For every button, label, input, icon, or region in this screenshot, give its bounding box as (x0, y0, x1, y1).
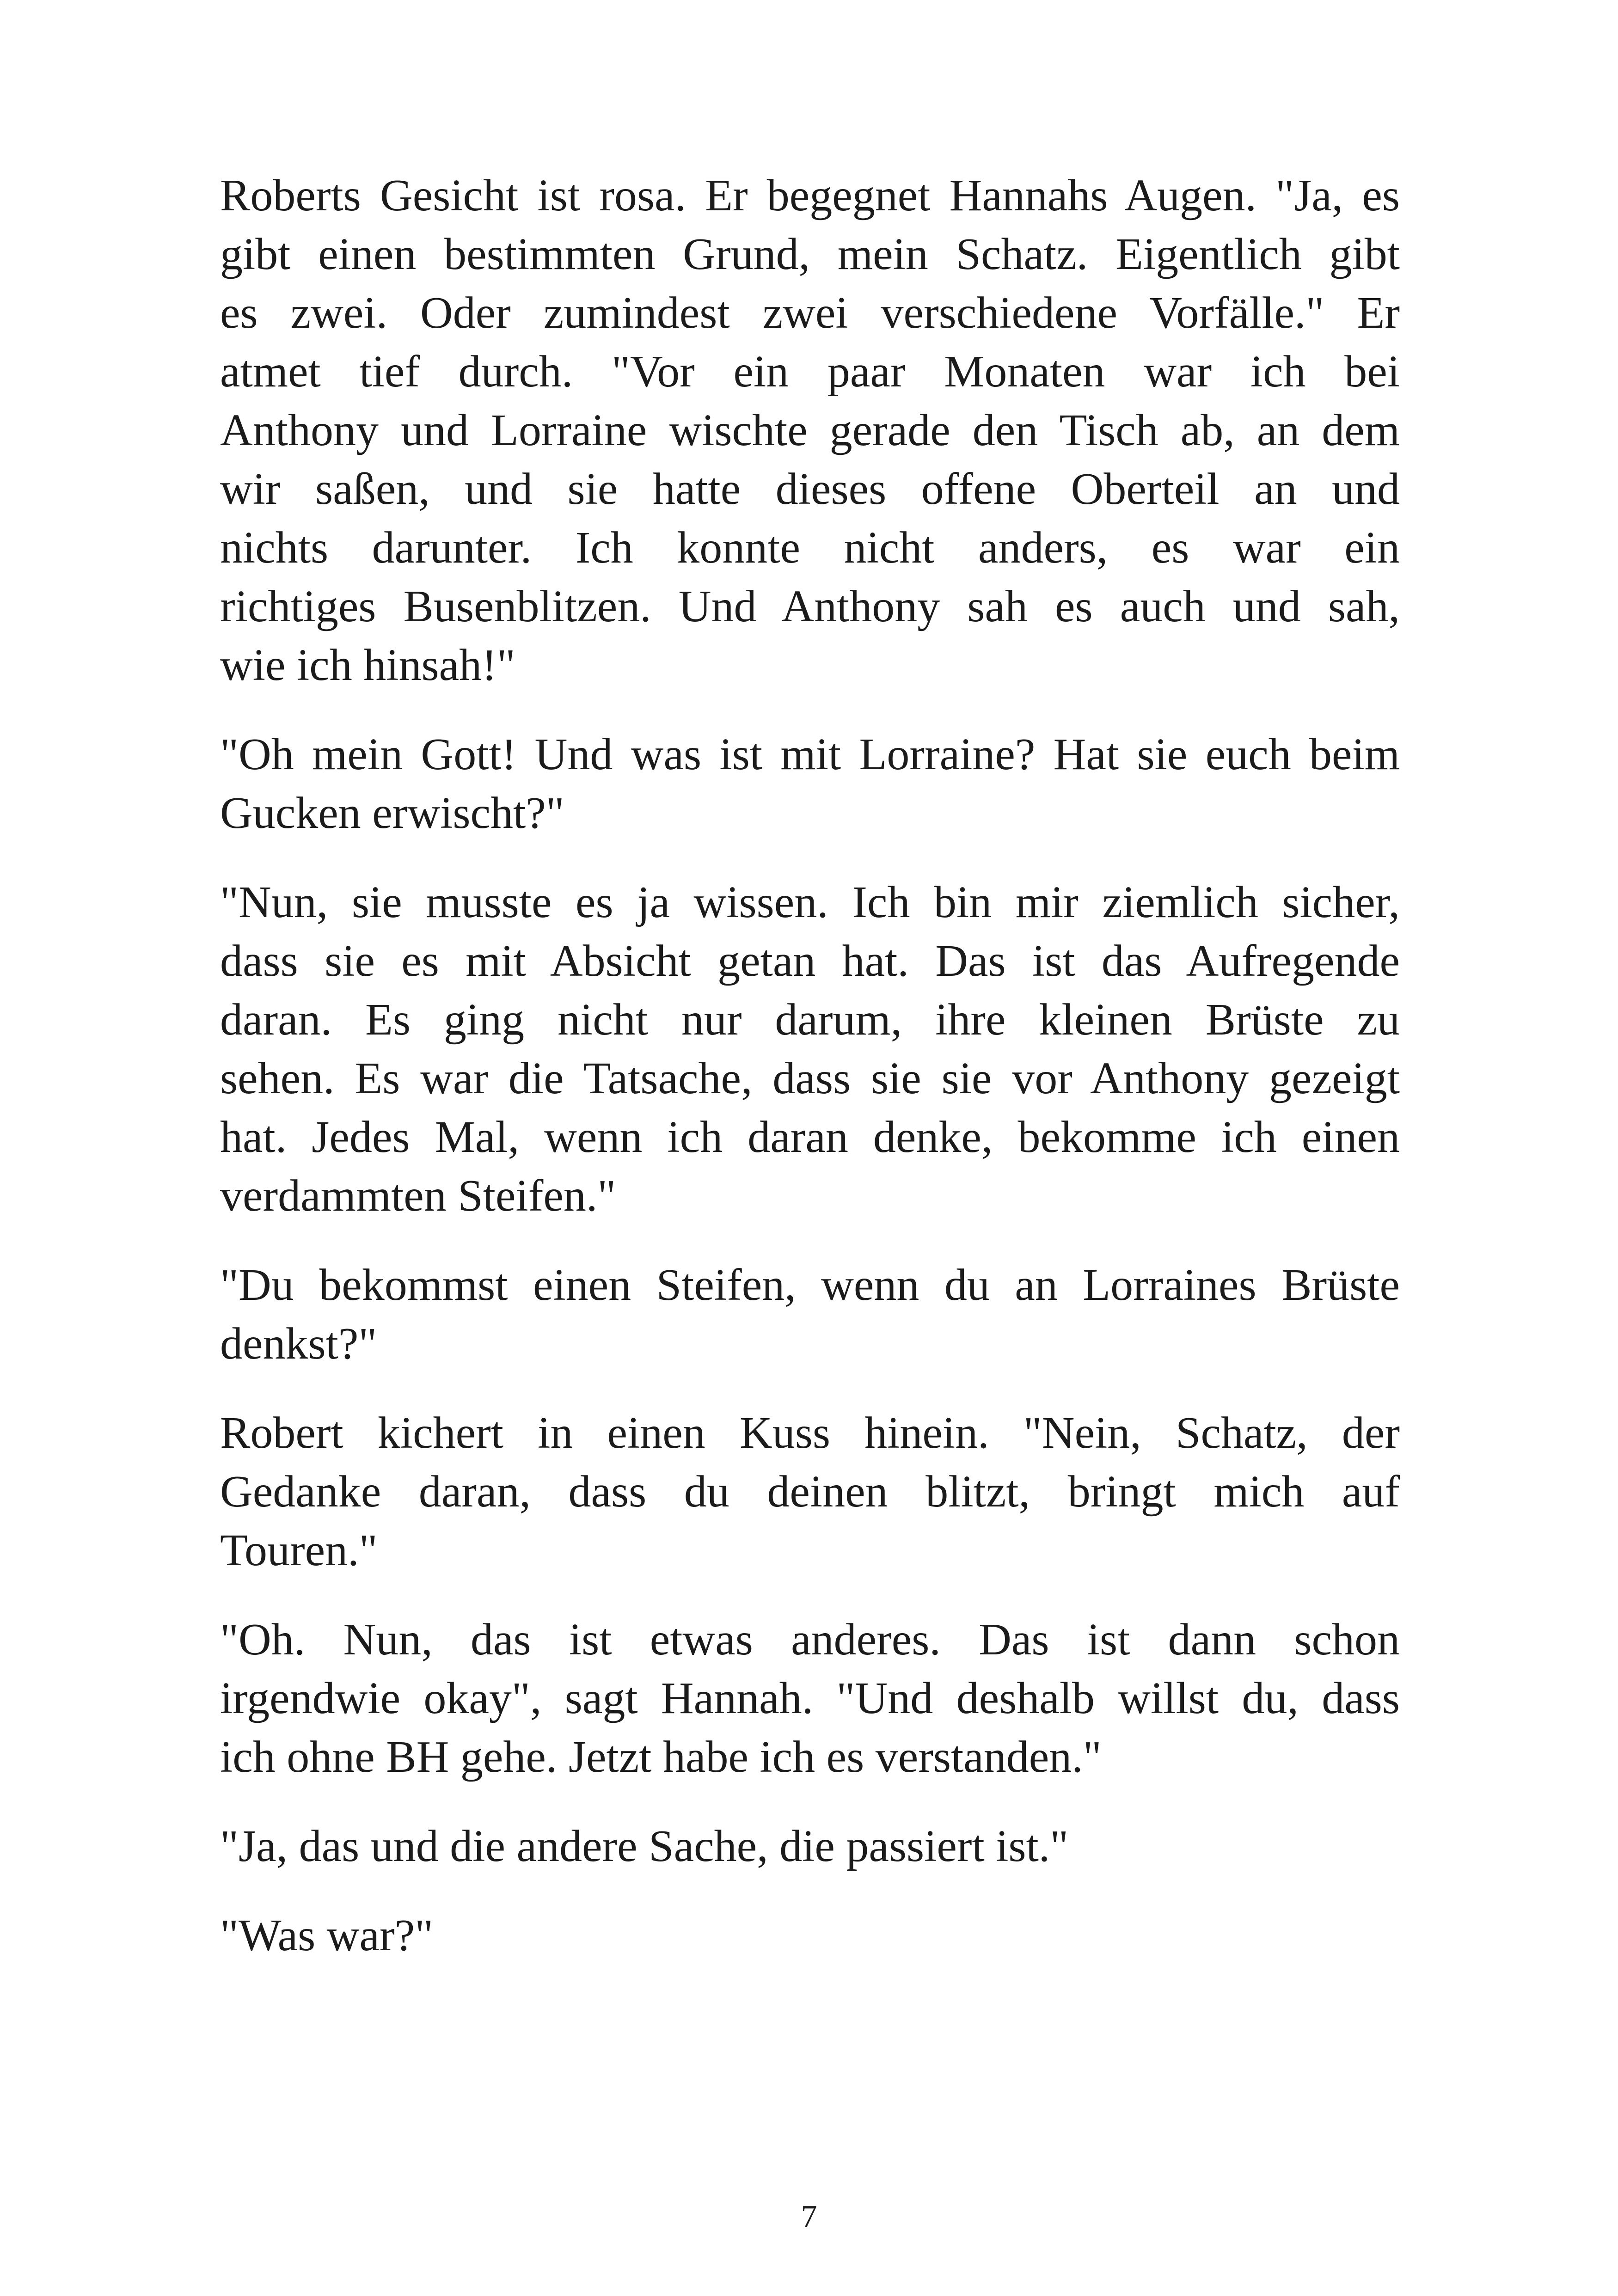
paragraph (220, 1610, 1400, 1787)
text-line: "Oh. Nun, das ist etwas anderes. Das ist dann schon (220, 1615, 1400, 1665)
text-line: wie ich hinsah!" (220, 640, 515, 690)
text-line: Robert kichert in einen Kuss hinein. "Nein, Schatz, der (220, 1408, 1400, 1458)
text-line: denkst?" (220, 1319, 377, 1369)
text-line: sehen. Es war die Tatsache, dass sie sie vor Anthony gezeigt (220, 1053, 1400, 1103)
text-line: gibt einen bestimmten Grund, mein Schatz. Eigentlich gibt (220, 229, 1400, 279)
text-line: hat. Jedes Mal, wenn ich daran denke, bekomme ich einen (220, 1112, 1400, 1162)
paragraph (220, 1404, 1400, 1580)
text-line: "Nun, sie musste es ja wissen. Ich bin mir ziemlich sicher, (220, 877, 1400, 927)
text-line: Roberts Gesicht ist rosa. Er begegnet Hannahs Augen. "Ja, es (220, 171, 1400, 220)
body-text (220, 166, 1400, 1996)
paragraph (220, 725, 1400, 843)
text-line: "Ja, das und die andere Sache, die passiert ist." (220, 1821, 1069, 1871)
paragraph (220, 873, 1400, 1225)
text-line: richtiges Busenblitzen. Und Anthony sah es auch und sah, (220, 582, 1400, 631)
text-line: Touren." (220, 1525, 378, 1575)
text-line: verdammten Steifen." (220, 1171, 616, 1221)
text-line: dass sie es mit Absicht getan hat. Das ist das Aufregende (220, 936, 1400, 986)
text-line: "Du bekommst einen Steifen, wenn du an Lorraines Brüste (220, 1260, 1400, 1310)
text-line: atmet tief durch. "Vor ein paar Monaten war ich bei (220, 347, 1400, 397)
text-line: wir saßen, und sie hatte dieses offene Oberteil an und (220, 464, 1400, 514)
text-line: es zwei. Oder zumindest zwei verschiedene Vorfälle." Er (220, 288, 1400, 338)
paragraph (220, 1906, 1400, 1965)
text-line: nichts darunter. Ich konnte nicht anders, es war ein (220, 523, 1400, 573)
paragraph (220, 1256, 1400, 1373)
text-line: "Was war?" (220, 1910, 434, 1960)
text-line: Gucken erwischt?" (220, 788, 564, 838)
paragraph (220, 166, 1400, 695)
text-line: daran. Es ging nicht nur darum, ihre kleinen Brüste zu (220, 995, 1400, 1045)
text-line: irgendwie okay", sagt Hannah. "Und deshalb willst du, dass (220, 1673, 1400, 1723)
page-number: 7 (801, 2199, 817, 2235)
paragraph (220, 1817, 1400, 1876)
text-line: "Oh mein Gott! Und was ist mit Lorraine? Hat sie euch beim (220, 729, 1400, 779)
text-line: ich ohne BH gehe. Jetzt habe ich es verstanden." (220, 1732, 1102, 1782)
text-line: Gedanke daran, dass du deinen blitzt, bringt mich auf (220, 1467, 1400, 1517)
text-line: Anthony und Lorraine wischte gerade den Tisch ab, an dem (220, 405, 1400, 455)
